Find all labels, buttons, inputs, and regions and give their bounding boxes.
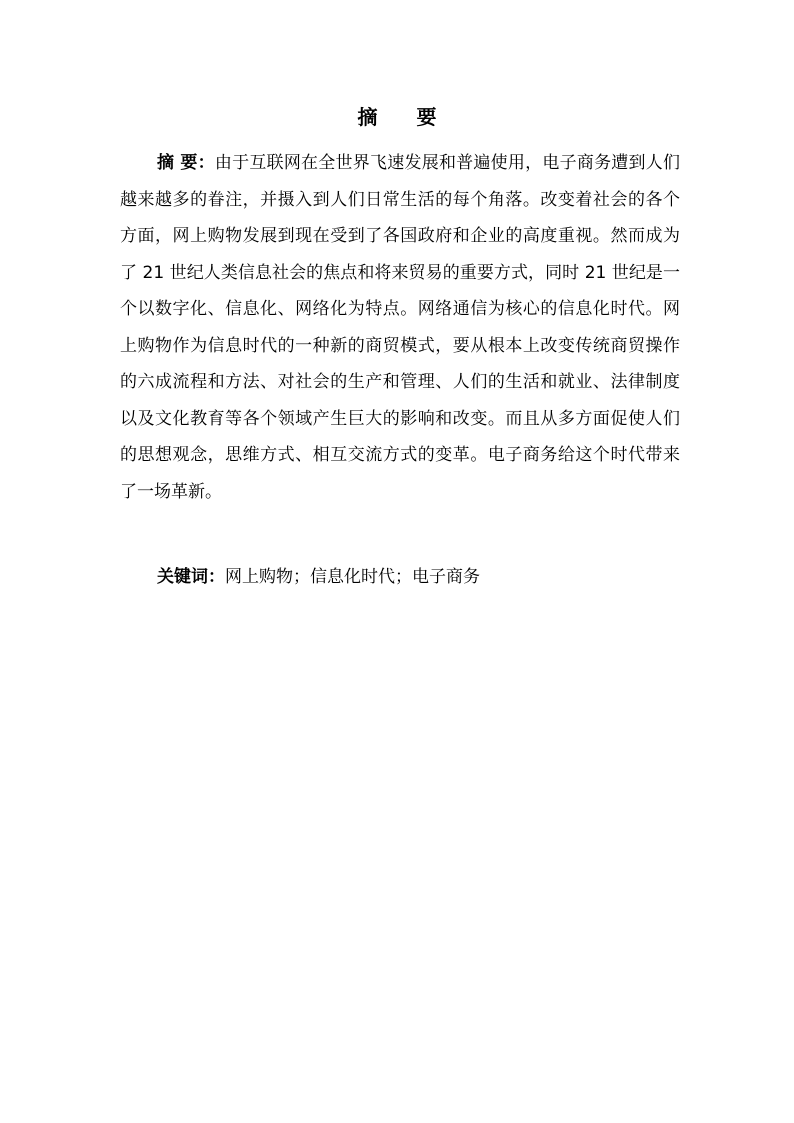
page-title: 摘 要 xyxy=(357,105,453,129)
keywords-paragraph xyxy=(120,559,680,595)
abstract-label: 摘 要： xyxy=(157,153,215,173)
abstract-text: 由于互联网在全世界飞速发展和普遍使用，电子商务遭到人们越来越多的眷注，并摄入到人们日常生活的每个角落。改变着社会的各个方面，网上购物发展到现在受到了各国政府和企业的高度重视。然而成为了 21 世纪人类信息社会的焦点和将来贸易的重要方式，同时 21 世纪是一个以数字化、信息化、网络化为特点。网络通信为核心的信息化时代。网上购物作为信息时代的一种新的商贸模式，要从根本上改变传统商贸操作的六成流程和方法、对社会的生产和管理、人们的生活和就业、法律制度以及文化教育等各个领域产生巨大的影响和改变。而且从多方面促使人们的思想观念，思维方式、相互交流方式的变革。电子商务给这个时代带来了一场革新。 xyxy=(120,153,681,502)
keywords-text: 网上购物；信息化时代；电子商务 xyxy=(225,567,480,587)
abstract-paragraph xyxy=(120,145,680,510)
keywords-label: 关键词： xyxy=(157,567,225,587)
